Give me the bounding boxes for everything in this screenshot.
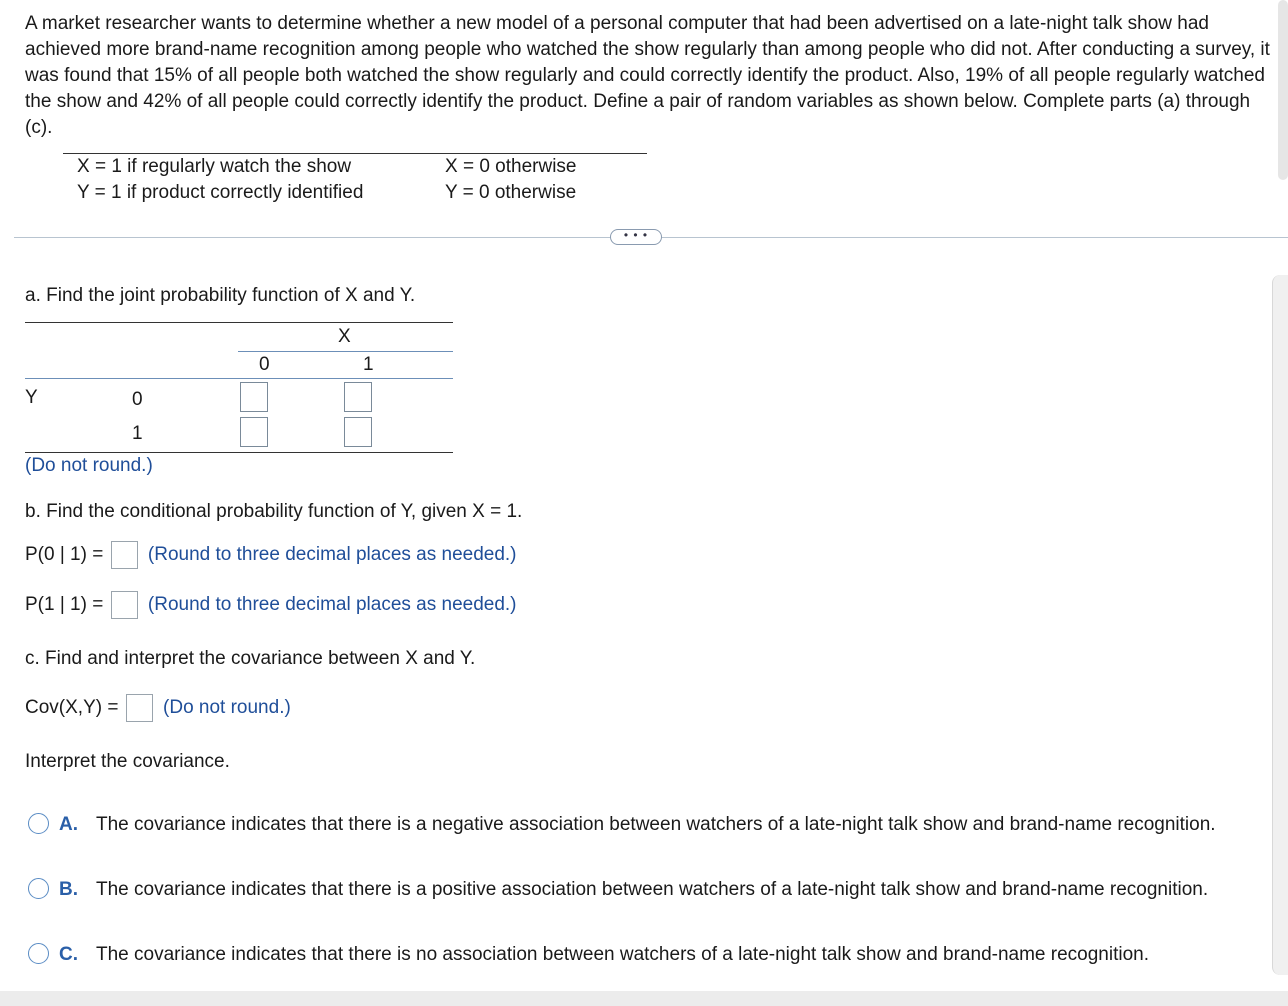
option-a-radio[interactable] <box>28 813 49 834</box>
option-c[interactable] <box>28 942 1268 968</box>
option-a-letter: A. <box>59 814 78 835</box>
option-b-letter: B. <box>59 879 78 900</box>
definition-row-y <box>63 180 647 206</box>
p01-input[interactable] <box>111 541 138 569</box>
table-bottom-rule <box>25 452 453 453</box>
option-a-text: The covariance indicates that there is a negative association between watchers of a late-night talk show and brand-name recognition. <box>96 814 1216 835</box>
covariance-hint: (Do not round.) <box>163 697 291 719</box>
side-scrollbar[interactable] <box>1272 275 1288 975</box>
covariance-row <box>25 694 291 722</box>
problem-statement: A market researcher wants to determine whether a new model of a personal computer that had been advertised on a late-night talk show had achieved more brand-name recognition among people who watched the show regularly than among people who did not. After conducting a survey, it was found that 15% of all people both watched the show regularly and could correctly identify the product. Also, 19% of all people regularly watched the show and 42% of all people could correctly identify the product. Define a pair of random variables as shown below. Complete parts (a) through (c). <box>25 13 1270 138</box>
x-value-1: 1 <box>363 354 374 375</box>
part-a-title: a. Find the joint probability function of X and Y. <box>25 285 416 306</box>
definition-x-one: X = 1 if regularly watch the show <box>77 156 352 177</box>
option-c-letter: C. <box>59 944 78 965</box>
top-scrollbar[interactable] <box>1278 0 1288 180</box>
y-header: Y <box>25 387 38 408</box>
cell-y0-x1-input[interactable] <box>344 382 372 412</box>
table-top-rule <box>25 322 453 323</box>
option-b-text: The covariance indicates that there is a positive association between watchers of a late-night talk show and brand-name recognition. <box>96 879 1209 900</box>
covariance-input[interactable] <box>126 694 153 722</box>
x-header: X <box>338 326 351 347</box>
part-a-hint: (Do not round.) <box>25 455 153 476</box>
p01-row <box>25 541 517 569</box>
option-b[interactable] <box>28 877 1268 929</box>
more-button[interactable]: • • • <box>610 229 662 245</box>
bottom-bar <box>0 991 1288 1006</box>
cell-y1-x0-input[interactable] <box>240 417 268 447</box>
definition-y-one: Y = 1 if product correctly identified <box>77 182 364 203</box>
p11-label: P(1 | 1) = <box>25 594 104 616</box>
p11-row <box>25 591 517 619</box>
x-header-rule <box>238 351 453 352</box>
definition-x-zero: X = 0 otherwise <box>445 156 577 177</box>
p11-hint: (Round to three decimal places as needed.) <box>147 594 517 616</box>
part-c-title: c. Find and interpret the covariance between X and Y. <box>25 648 476 669</box>
part-b-title: b. Find the conditional probability function of Y, given X = 1. <box>25 501 523 522</box>
p01-label: P(0 | 1) = <box>25 544 104 566</box>
option-b-radio[interactable] <box>28 878 49 899</box>
y-value-1: 1 <box>132 423 143 444</box>
column-header-rule <box>25 378 453 379</box>
option-c-text: The covariance indicates that there is no association between watchers of a late-night talk show and brand-name recognition. <box>96 944 1149 965</box>
x-value-0: 0 <box>259 354 270 375</box>
definition-y-zero: Y = 0 otherwise <box>445 182 577 203</box>
cell-y0-x0-input[interactable] <box>240 382 268 412</box>
interpret-prompt: Interpret the covariance. <box>25 751 230 772</box>
p01-hint: (Round to three decimal places as needed.) <box>147 544 517 566</box>
y-value-0: 0 <box>132 389 143 410</box>
cell-y1-x1-input[interactable] <box>344 417 372 447</box>
definition-row-x <box>63 154 647 180</box>
p11-input[interactable] <box>111 591 138 619</box>
covariance-label: Cov(X,Y) = <box>25 697 119 719</box>
option-a[interactable] <box>28 812 1268 864</box>
variable-definition-table <box>63 153 647 206</box>
option-c-radio[interactable] <box>28 943 49 964</box>
